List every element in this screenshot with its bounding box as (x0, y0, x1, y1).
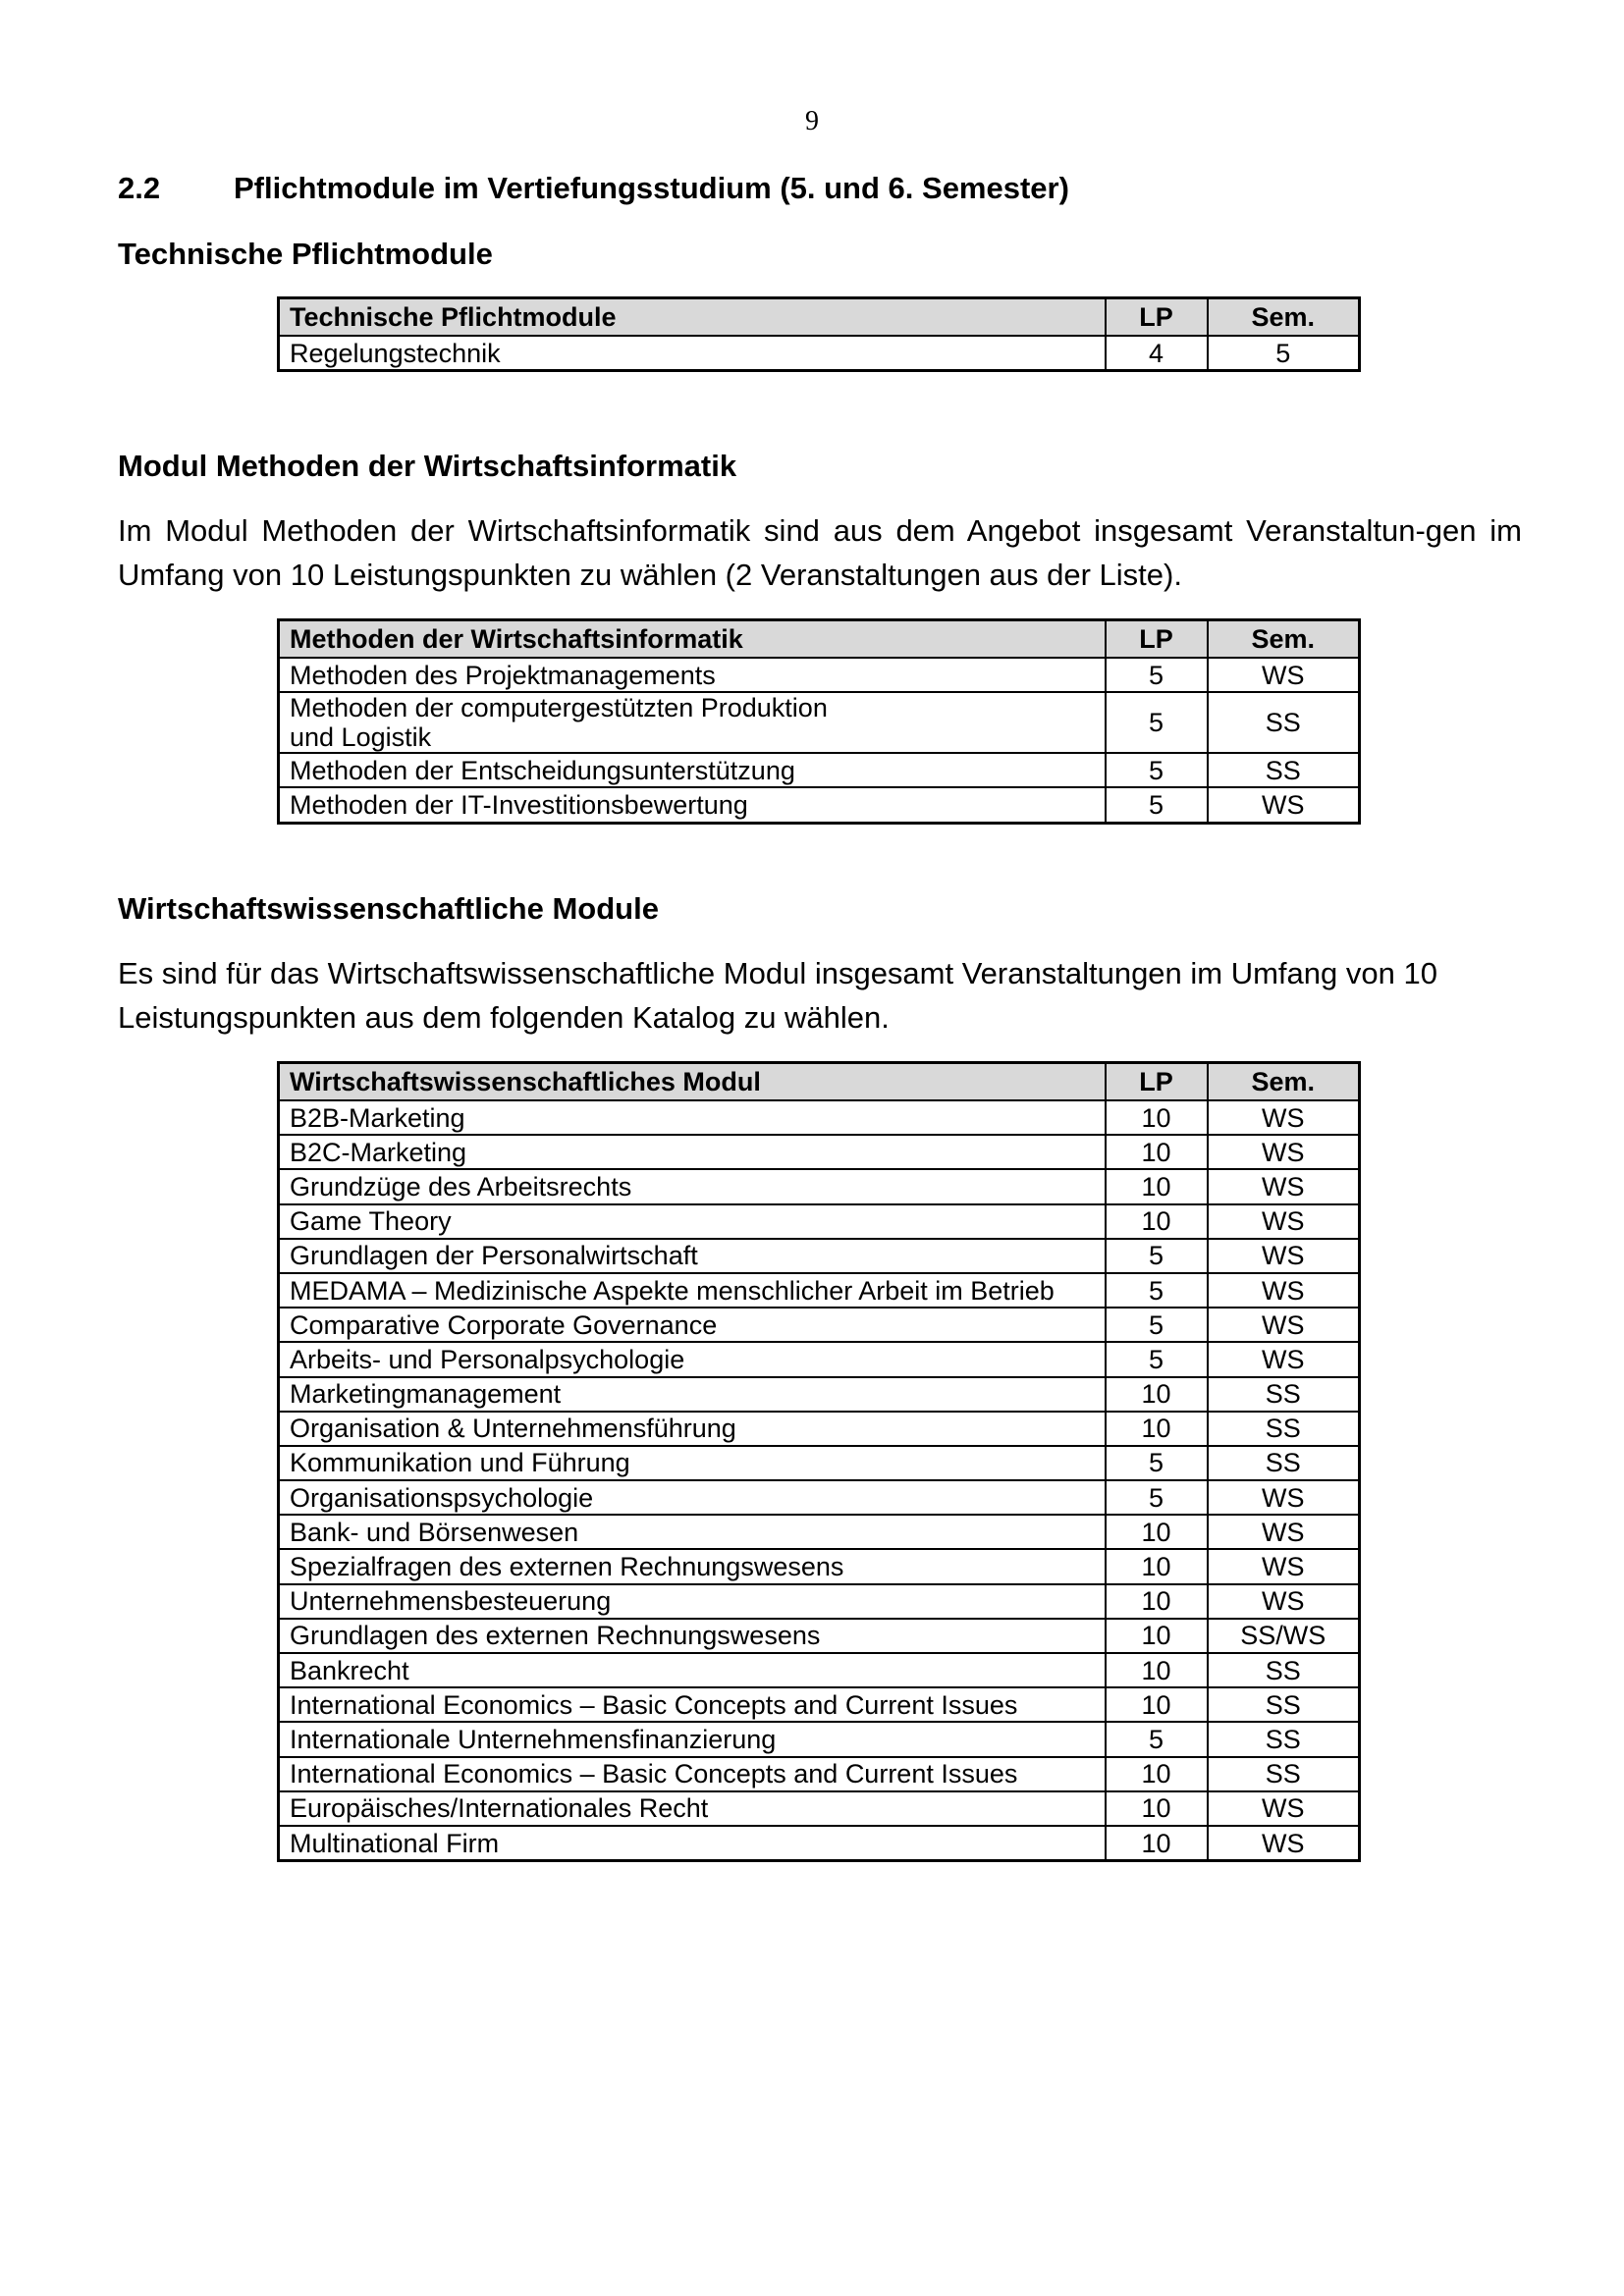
module-name: Comparative Corporate Governance (279, 1308, 1106, 1342)
module-sem: WS (1208, 1549, 1360, 1583)
module-name: Methoden der IT-Investitionsbewertung (279, 787, 1106, 823)
module-sem: WS (1208, 1169, 1360, 1203)
module-sem: WS (1208, 1515, 1360, 1549)
table-row (279, 1515, 1360, 1549)
module-sem: SS/WS (1208, 1619, 1360, 1653)
methoden-table (277, 618, 1361, 825)
table-row (279, 1273, 1360, 1308)
module-sem: WS (1208, 1308, 1360, 1342)
module-name-line-2: und Logistik (290, 722, 432, 753)
table-row (279, 1412, 1360, 1446)
module-name: MEDAMA – Medizinische Aspekte menschlicher Arbeit im Betrieb (279, 1273, 1106, 1308)
module-sem: SS (1208, 692, 1360, 753)
module-name: Multinational Firm (279, 1826, 1106, 1861)
table-row (279, 1100, 1360, 1135)
wiwi-heading: Wirtschaftswissenschaftliche Module (118, 891, 659, 926)
module-name: Internationale Unternehmensfinanzierung (279, 1722, 1106, 1756)
module-sem: WS (1208, 1791, 1360, 1826)
column-header-module: Wirtschaftswissenschaftliches Modul (279, 1063, 1106, 1101)
table-row (279, 1757, 1360, 1791)
module-lp: 5 (1106, 1446, 1208, 1480)
module-lp: 5 (1106, 1273, 1208, 1308)
table-row (279, 1446, 1360, 1480)
table-row (279, 1204, 1360, 1239)
module-name: Kommunikation und Führung (279, 1446, 1106, 1480)
methoden-heading: Modul Methoden der Wirtschaftsinformatik (118, 449, 737, 483)
module-name: Game Theory (279, 1204, 1106, 1239)
module-name: Methoden des Projektmanagements (279, 658, 1106, 692)
module-lp: 10 (1106, 1204, 1208, 1239)
module-lp: 5 (1106, 692, 1208, 753)
module-sem: SS (1208, 1653, 1360, 1687)
module-name: Spezialfragen des externen Rechnungswesens (279, 1549, 1106, 1583)
table-row (279, 336, 1360, 371)
module-lp: 10 (1106, 1412, 1208, 1446)
table-row (279, 1791, 1360, 1826)
module-lp: 10 (1106, 1584, 1208, 1619)
module-name-line-1: Methoden der computergestützten Produktion (290, 693, 828, 723)
section-heading (118, 171, 1069, 206)
wiwi-table (277, 1061, 1361, 1862)
module-sem: SS (1208, 1446, 1360, 1480)
table-row (279, 1584, 1360, 1619)
table-row (279, 1653, 1360, 1687)
module-lp: 10 (1106, 1135, 1208, 1169)
module-lp: 10 (1106, 1549, 1208, 1583)
column-header-sem: Sem. (1208, 620, 1360, 659)
module-name: Bank- und Börsenwesen (279, 1515, 1106, 1549)
module-sem: SS (1208, 1377, 1360, 1412)
module-name: International Economics – Basic Concepts and Current Issues (279, 1757, 1106, 1791)
module-lp: 5 (1106, 658, 1208, 692)
module-sem: SS (1208, 753, 1360, 787)
module-sem: SS (1208, 1757, 1360, 1791)
column-header-lp: LP (1106, 1063, 1208, 1101)
module-name: Grundlagen des externen Rechnungswesens (279, 1619, 1106, 1653)
table-row (279, 787, 1360, 823)
table-row (279, 1722, 1360, 1756)
column-header-sem: Sem. (1208, 298, 1360, 337)
module-lp: 10 (1106, 1377, 1208, 1412)
technische-pflichtmodule-heading: Technische Pflichtmodule (118, 237, 493, 271)
table-row (279, 692, 1360, 753)
module-name: B2C-Marketing (279, 1135, 1106, 1169)
table-header-row (279, 1063, 1360, 1101)
module-lp: 10 (1106, 1826, 1208, 1861)
page-number: 9 (805, 106, 819, 136)
table-row (279, 1549, 1360, 1583)
module-name (279, 692, 1106, 753)
wiwi-paragraph: Es sind für das Wirtschaftswissenschaftliche Modul insgesamt Veranstaltungen im Umfang von 10 Leistungspunkten aus dem folgenden Katalog zu wählen. (118, 956, 1437, 1035)
module-name: B2B-Marketing (279, 1100, 1106, 1135)
wiwi-table-body (279, 1100, 1360, 1861)
module-sem: WS (1208, 1204, 1360, 1239)
module-sem: WS (1208, 1584, 1360, 1619)
module-sem: 5 (1208, 336, 1360, 371)
table-row (279, 1308, 1360, 1342)
table-row (279, 1619, 1360, 1653)
module-sem: WS (1208, 1273, 1360, 1308)
column-header-sem: Sem. (1208, 1063, 1360, 1101)
table-row (279, 1826, 1360, 1861)
module-name: Bankrecht (279, 1653, 1106, 1687)
module-lp: 4 (1106, 336, 1208, 371)
module-lp: 10 (1106, 1757, 1208, 1791)
module-sem: SS (1208, 1687, 1360, 1722)
module-lp: 10 (1106, 1687, 1208, 1722)
module-lp: 10 (1106, 1653, 1208, 1687)
module-lp: 10 (1106, 1100, 1208, 1135)
module-lp: 5 (1106, 1239, 1208, 1273)
module-sem: WS (1208, 1342, 1360, 1376)
module-name: Unternehmensbesteuerung (279, 1584, 1106, 1619)
module-sem: SS (1208, 1412, 1360, 1446)
section-title: Pflichtmodule im Vertiefungsstudium (5. und 6. Semester) (234, 171, 1069, 205)
table-row (279, 1239, 1360, 1273)
column-header-lp: LP (1106, 298, 1208, 337)
module-name: Grundzüge des Arbeitsrechts (279, 1169, 1106, 1203)
module-name: Grundlagen der Personalwirtschaft (279, 1239, 1106, 1273)
module-lp: 5 (1106, 1308, 1208, 1342)
module-sem: WS (1208, 658, 1360, 692)
column-header-lp: LP (1106, 620, 1208, 659)
column-header-module: Technische Pflichtmodule (279, 298, 1106, 337)
module-sem: WS (1208, 1826, 1360, 1861)
technische-pflichtmodule-table (277, 296, 1361, 372)
module-lp: 5 (1106, 1342, 1208, 1376)
module-sem: WS (1208, 787, 1360, 823)
module-lp: 10 (1106, 1169, 1208, 1203)
table-row (279, 753, 1360, 787)
module-lp: 5 (1106, 787, 1208, 823)
module-name: Arbeits- und Personalpsychologie (279, 1342, 1106, 1376)
methoden-paragraph: Im Modul Methoden der Wirtschaftsinformatik sind aus dem Angebot insgesamt Veranstaltun-gen im Umfang von 10 Leistungspunkten zu wählen (2 Veranstaltungen aus der Liste). (118, 513, 1522, 592)
module-lp: 5 (1106, 1722, 1208, 1756)
module-lp: 10 (1106, 1619, 1208, 1653)
module-name: International Economics – Basic Concepts and Current Issues (279, 1687, 1106, 1722)
module-lp: 10 (1106, 1515, 1208, 1549)
module-name: Methoden der Entscheidungsunterstützung (279, 753, 1106, 787)
module-sem: WS (1208, 1239, 1360, 1273)
table-row (279, 1169, 1360, 1203)
module-name: Europäisches/Internationales Recht (279, 1791, 1106, 1826)
module-sem: WS (1208, 1135, 1360, 1169)
module-sem: WS (1208, 1100, 1360, 1135)
table-row (279, 1687, 1360, 1722)
table-header-row (279, 620, 1360, 659)
table-row (279, 658, 1360, 692)
table-row (279, 1135, 1360, 1169)
table-row (279, 1342, 1360, 1376)
table-header-row (279, 298, 1360, 337)
module-name: Organisationspsychologie (279, 1480, 1106, 1515)
module-name: Organisation & Unternehmensführung (279, 1412, 1106, 1446)
module-lp: 5 (1106, 1480, 1208, 1515)
module-sem: WS (1208, 1480, 1360, 1515)
module-name: Marketingmanagement (279, 1377, 1106, 1412)
column-header-module: Methoden der Wirtschaftsinformatik (279, 620, 1106, 659)
module-lp: 5 (1106, 753, 1208, 787)
table-row (279, 1377, 1360, 1412)
module-sem: SS (1208, 1722, 1360, 1756)
module-name: Regelungstechnik (279, 336, 1106, 371)
module-lp: 10 (1106, 1791, 1208, 1826)
table-row (279, 1480, 1360, 1515)
section-number: 2.2 (118, 171, 161, 205)
